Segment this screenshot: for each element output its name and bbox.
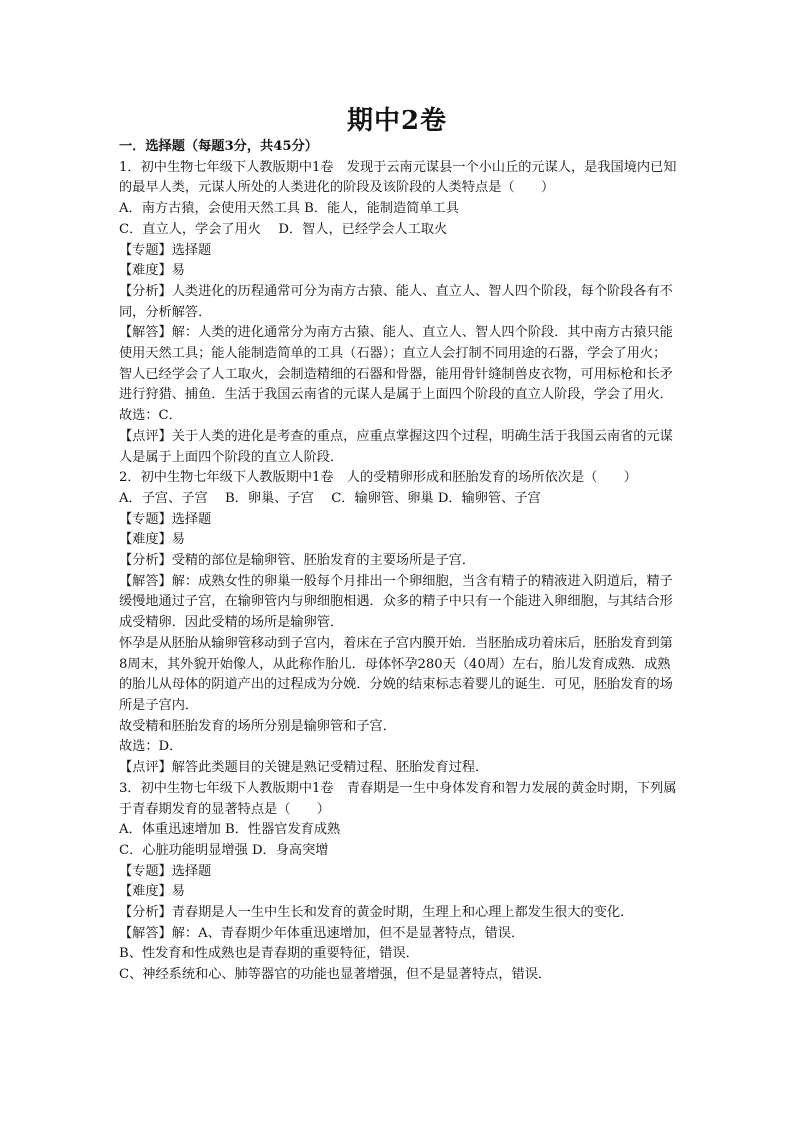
question-2-options: A．子宫、子宫 B．卵巢、子宫 C．输卵管、卵巢 D．输卵管、子宫: [119, 490, 541, 506]
question-2-answer: 故选：D．: [119, 739, 183, 755]
question-2-difficulty: 【难度】易: [119, 532, 185, 548]
question-1-topic: 【专题】选择题: [119, 242, 212, 258]
question-3-solution-b: B、性发育和性成熟也是青春期的重要特征，错误．: [119, 946, 419, 962]
question-3-solution-c: C、神经系统和心、肺等器官的功能也显著增强，但不是显著特点，错误．: [119, 967, 552, 983]
question-1-options-cd: C．直立人，学会了用火 D．智人，已经学会人工取火: [119, 221, 448, 237]
question-3-solution: 【解答】解：A、青春期少年体重迅速增加，但不是显著特点，错误．: [119, 925, 525, 941]
question-2-solution-summary: 故受精和胚胎发育的场所分别是输卵管和子宫．: [119, 718, 396, 734]
question-2-topic: 【专题】选择题: [119, 511, 212, 527]
question-1-stem: 1．初中生物七年级下人教版期中1卷 发现于云南元谋县一个小山丘的元谋人，是我国境内已知的最早人类，元谋人所处的人类进化的阶段及该阶段的人类特点是（ ）: [119, 159, 677, 196]
question-3-topic: 【专题】选择题: [119, 863, 212, 879]
question-2-solution-continued: 怀孕是从胚胎从输卵管移动到子宫内，着床在子宫内膜开始．当胚胎成功着床后，胚胎发育到第8周末，其外貌开始像人，从此称作胎儿．母体怀孕280天（40周）左右，胎儿发育成熟．成熟的胎儿从母体的阴道产出的过程成为分娩．分娩的结束标志着婴儿的诞生．可见，胚胎发育的场所是子宫内．: [119, 635, 673, 713]
question-3-options-ab: A．体重迅速增加 B．性器官发育成熟: [119, 822, 341, 838]
question-2-comment: 【点评】解答此类题目的关键是熟记受精过程、胚胎发育过程．: [119, 760, 489, 776]
question-3-difficulty: 【难度】易: [119, 884, 185, 900]
question-1-solution: 【解答】解：人类的进化通常分为南方古猿、能人、直立人、智人四个阶段．其中南方古猿只能使用天然工具；能人能制造简单的工具（石器）；直立人会打制不同用途的石器，学会了用火；智人已经学会了人工取火，会制造精细的石器和骨器，能用骨针缝制兽皮衣物，可用标枪和长矛进行狩猎、捕鱼．生活于我国云南省的元谋人是属于上面四个阶段的直立人阶段，学会了用火．: [119, 325, 673, 403]
question-3-analysis: 【分析】青春期是人一生中生长和发育的黄金时期，生理上和心理上都发生很大的变化．: [119, 905, 634, 921]
question-3-options-cd: C．心脏功能明显增强 D．身高突增: [119, 842, 329, 858]
question-2-solution: 【解答】解：成熟女性的卵巢一般每个月排出一个卵细胞，当含有精子的精液进入阴道后，精子缓慢地通过子宫，在输卵管内与卵细胞相遇．众多的精子中只有一个能进入卵细胞，与其结合形成受精卵．因此受精的场所是输卵管．: [119, 573, 673, 631]
question-1-options-ab: A．南方古猿，会使用天然工具 B．能人，能制造简单工具: [119, 201, 459, 217]
page-title: 期中2卷: [346, 106, 448, 136]
question-3-stem: 3．初中生物七年级下人教版期中1卷 青春期是一生中身体发育和智力发展的黄金时期，下列属于青春期发育的显著特点是（ ）: [119, 780, 677, 817]
question-1-answer: 故选：C．: [119, 408, 182, 424]
question-1-comment: 【点评】关于人类的进化是考查的重点，应重点掌握这四个过程，明确生活于我国云南省的元谋人是属于上面四个阶段的直立人阶段．: [119, 428, 673, 465]
question-2-analysis: 【分析】受精的部位是输卵管、胚胎发育的主要场所是子宫．: [119, 553, 476, 569]
document-body: [119, 137, 677, 986]
section-heading: 一．选择题（每题3分，共45分）: [119, 139, 318, 154]
question-1-analysis: 【分析】人类进化的历程通常可分为南方古猿、能人、直立人、智人四个阶段，每个阶段各有不同，分析解答．: [119, 283, 673, 320]
question-2-stem: 2．初中生物七年级下人教版期中1卷 人的受精卵形成和胚胎发育的场所依次是（ ）: [119, 470, 637, 486]
question-1-difficulty: 【难度】易: [119, 263, 185, 279]
